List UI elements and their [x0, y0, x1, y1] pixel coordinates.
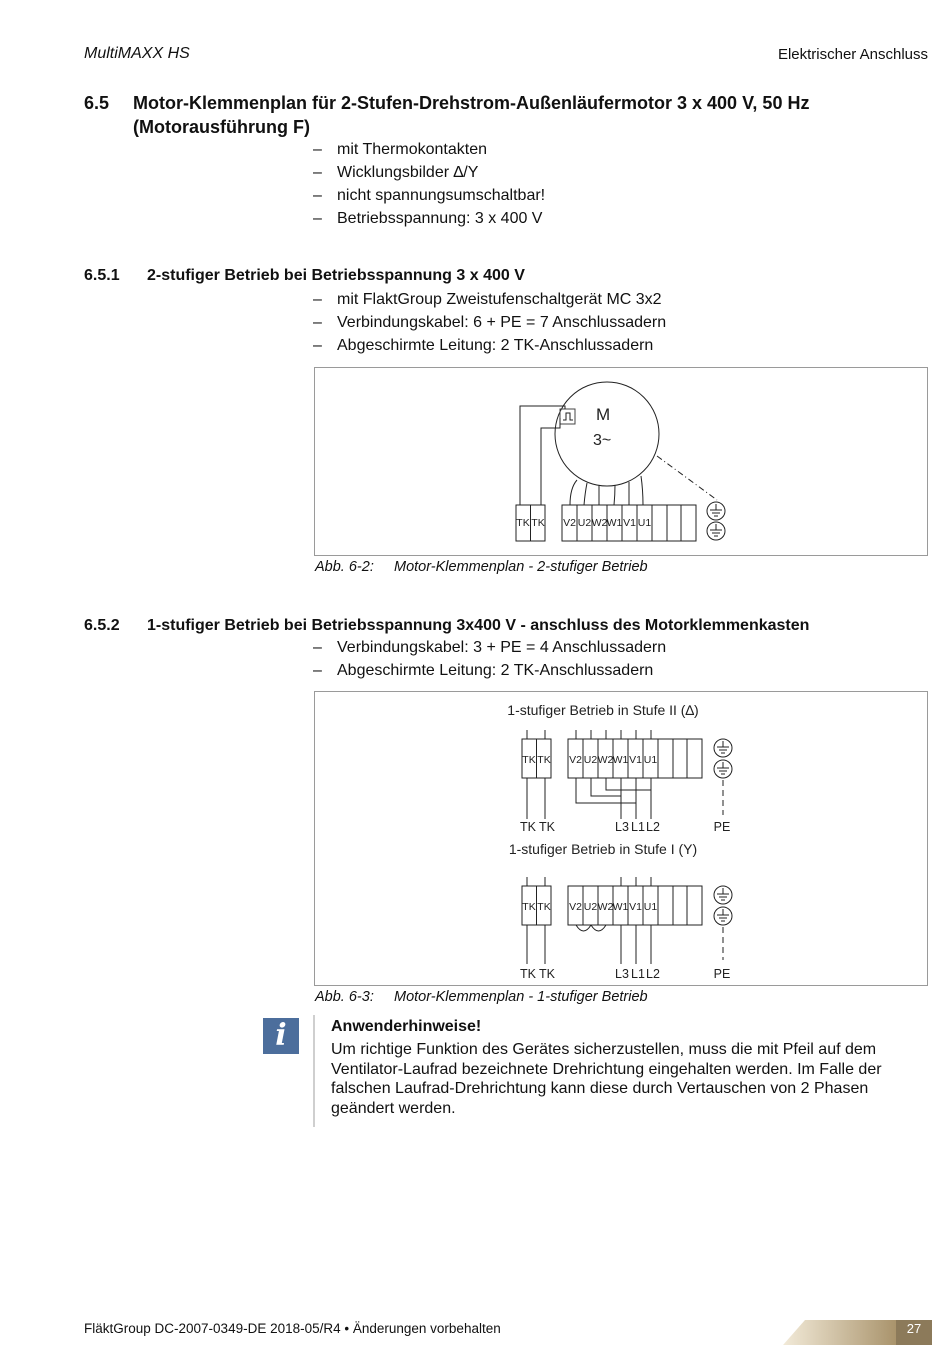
line-label: PE	[713, 967, 731, 981]
stage-1-diagram	[522, 877, 732, 964]
page-number: 27	[896, 1320, 932, 1345]
terminal-label: TK	[537, 901, 551, 913]
list-item: – mit Thermokontakten	[313, 141, 487, 158]
terminal-label: V1	[629, 901, 642, 913]
list-item: – Abgeschirmte Leitung: 2 TK-Anschlussadern	[313, 337, 654, 354]
terminal-label: U2	[583, 754, 598, 766]
line-label: TK	[520, 967, 536, 981]
figure-6-2-caption: Abb. 6-2: Motor-Klemmenplan - 2-stufiger Betrieb	[315, 559, 648, 575]
stage-1-title: 1-stufiger Betrieb in Stufe I (Y)	[508, 841, 698, 857]
header-chapter: Elektrischer Anschluss	[777, 46, 928, 63]
motor-wiring-diagram-2-stage	[315, 368, 927, 555]
line-label: L2	[646, 820, 660, 834]
line-label: L1	[631, 967, 645, 981]
section-6-5-bullets	[313, 138, 545, 230]
section-6-5-2-bullets	[313, 636, 666, 682]
terminal-label: TK	[516, 517, 530, 529]
terminal-label: U1	[637, 517, 652, 529]
list-item: – nicht spannungsumschaltbar!	[313, 187, 546, 204]
terminal-label: TK	[537, 754, 551, 766]
terminal-label: U1	[643, 901, 658, 913]
footer-text: FläktGroup DC-2007-0349-DE 2018-05/R4 • Änderungen vorbehalten	[84, 1321, 501, 1336]
figure-6-3-caption: Abb. 6-3: Motor-Klemmenplan - 1-stufiger Betrieb	[315, 989, 648, 1005]
header-product: MultiMAXX HS	[84, 45, 190, 62]
section-6-5-2-title: 1-stufiger Betrieb bei Betriebsspannung 3x400 V - anschluss des Motorklemmenkasten	[147, 617, 810, 634]
terminal-label: V2	[569, 901, 582, 913]
list-item: – Wicklungsbilder ∆/Y	[313, 164, 479, 181]
terminal-label: U2	[583, 901, 598, 913]
footer-gold-band	[783, 1320, 898, 1345]
terminal-label: W2	[591, 517, 608, 529]
line-label: L1	[631, 820, 645, 834]
info-icon: i	[263, 1018, 299, 1054]
motor-wiring-diagram-1-stage	[315, 692, 927, 985]
line-label: L2	[646, 967, 660, 981]
list-item: – Verbindungskabel: 3 + PE = 4 Anschlussadern	[313, 639, 667, 656]
terminal-label: V2	[563, 517, 576, 529]
list-item: – mit FlaktGroup Zweistufenschaltgerät MC 3x2	[313, 291, 662, 308]
section-6-5-2-number: 6.5.2	[84, 617, 120, 634]
terminal-label: W2	[597, 901, 614, 913]
line-label: TK	[539, 820, 555, 834]
terminal-label: V1	[623, 517, 636, 529]
terminal-label: TK	[522, 754, 536, 766]
line-label: TK	[520, 820, 536, 834]
line-label: L3	[615, 967, 629, 981]
figure-6-3	[314, 691, 928, 986]
list-item: – Verbindungskabel: 6 + PE = 7 Anschlussadern	[313, 314, 667, 331]
stage-2-diagram	[522, 730, 732, 819]
list-item: – Betriebsspannung: 3 x 400 V	[313, 210, 543, 227]
line-label: L3	[615, 820, 629, 834]
section-6-5-number: 6.5	[84, 93, 110, 113]
line-label: PE	[713, 820, 731, 834]
motor-label-m: M	[596, 405, 611, 424]
terminal-label: U2	[577, 517, 592, 529]
stage-2-title: 1-stufiger Betrieb in Stufe II (∆)	[507, 702, 699, 718]
figure-6-2	[314, 367, 928, 556]
section-6-5-1-number: 6.5.1	[84, 267, 120, 284]
list-item: – Abgeschirmte Leitung: 2 TK-Anschlussadern	[313, 662, 654, 679]
section-6-5-1-bullets	[313, 288, 666, 357]
note-title: Anwenderhinweise!	[331, 1018, 482, 1035]
section-6-5-1-title: 2-stufiger Betrieb bei Betriebsspannung 3 x 400 V	[147, 267, 525, 284]
note-body: Um richtige Funktion des Gerätes sicherzustellen, muss die mit Pfeil auf dem Ventilator-Laufrad bezeichnete Drehrichtung eingehalten werden. Im Falle der falschen Laufrad-Drehrichtung kann diese durch Vertauschen von 2 Phasen geändert werden.	[331, 1041, 882, 1117]
section-6-5-title: Motor-Klemmenplan für 2-Stufen-Drehstrom-Außenläufermotor 3 x 400 V, 50 Hz (Motorausführung F)	[133, 93, 810, 137]
note-divider	[313, 1015, 315, 1127]
motor-label-3phase: 3~	[593, 432, 612, 449]
terminal-label: V2	[569, 754, 582, 766]
terminal-label: W1	[612, 901, 629, 913]
terminal-label: W1	[606, 517, 623, 529]
terminal-label: U1	[643, 754, 658, 766]
terminal-label: W1	[612, 754, 629, 766]
terminal-label: TK	[522, 901, 536, 913]
terminal-label: TK	[531, 517, 545, 529]
terminal-label: W2	[597, 754, 614, 766]
terminal-label: V1	[629, 754, 642, 766]
line-label: TK	[539, 967, 555, 981]
